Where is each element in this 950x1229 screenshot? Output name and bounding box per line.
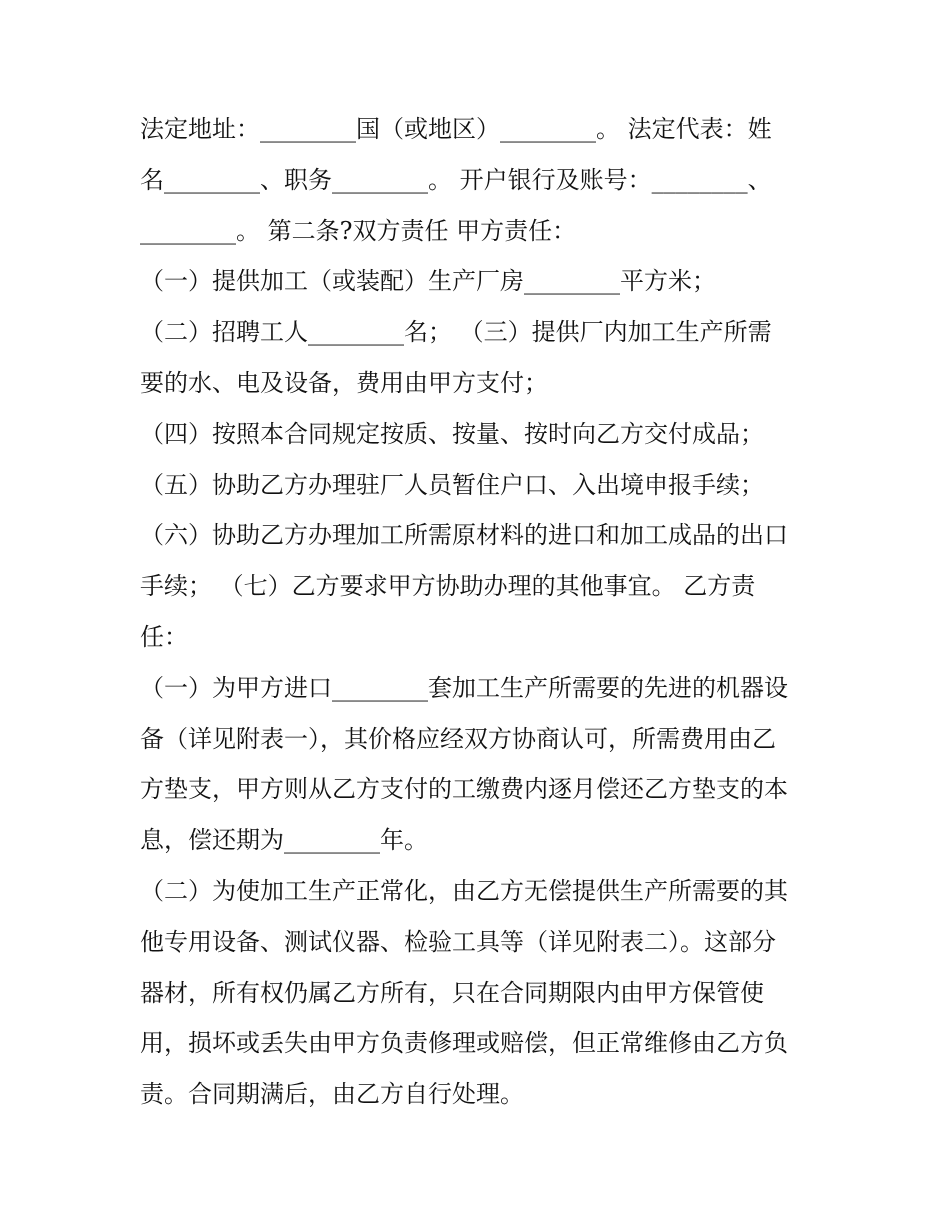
text-line: 用，损坏或丢失由甲方负责修理或赔偿，但正常维修由乙方负: [140, 1029, 788, 1058]
text-line: 方垫支，甲方则从乙方支付的工缴费内逐月偿还乙方垫支的本: [140, 775, 788, 804]
text-line: 法定地址：________国（或地区）________。 法定代表：姓: [140, 115, 772, 143]
text-line: 任：: [140, 622, 188, 651]
text-line: （二）为使加工生产正常化，由乙方无偿提供生产所需要的其: [140, 876, 788, 905]
text-line: 责。合同期满后，由乙方自行处理。: [140, 1080, 524, 1109]
text-line: （一）为甲方进口________套加工生产所需要的先进的机器设: [140, 673, 788, 702]
text-line: 备（详见附表一），其价格应经双方协商认可，所需费用由乙: [140, 724, 776, 753]
text-line: ________。 第二条?双方责任 甲方责任：: [140, 216, 577, 245]
text-line: （四）按照本合同规定按质、按量、按时向乙方交付成品；: [140, 419, 764, 448]
text-line: （一）提供加工（或装配）生产厂房________平方米；: [140, 267, 716, 296]
text-line: 名________、职务________。 开户银行及账号：________、: [140, 165, 772, 194]
contract-body: [140, 104, 820, 1120]
text-line: （六）协助乙方办理加工所需原材料的进口和加工成品的出口: [140, 521, 788, 550]
text-line: 他专用设备、测试仪器、检验工具等（详见附表二）。这部分: [140, 927, 776, 956]
text-line: 器材，所有权仍属乙方所有，只在合同期限内由甲方保管使: [140, 978, 764, 1007]
text-line: （五）协助乙方办理驻厂人员暂住户口、入出境申报手续；: [140, 470, 764, 499]
text-line: （二）招聘工人________名； （三）提供厂内加工生产所需: [140, 318, 772, 347]
text-line: 手续； （七）乙方要求甲方协助办理的其他事宜。 乙方责: [140, 572, 756, 601]
text-line: 息，偿还期为________年。: [140, 826, 428, 855]
text-line: 要的水、电及设备，费用由甲方支付；: [140, 368, 548, 397]
